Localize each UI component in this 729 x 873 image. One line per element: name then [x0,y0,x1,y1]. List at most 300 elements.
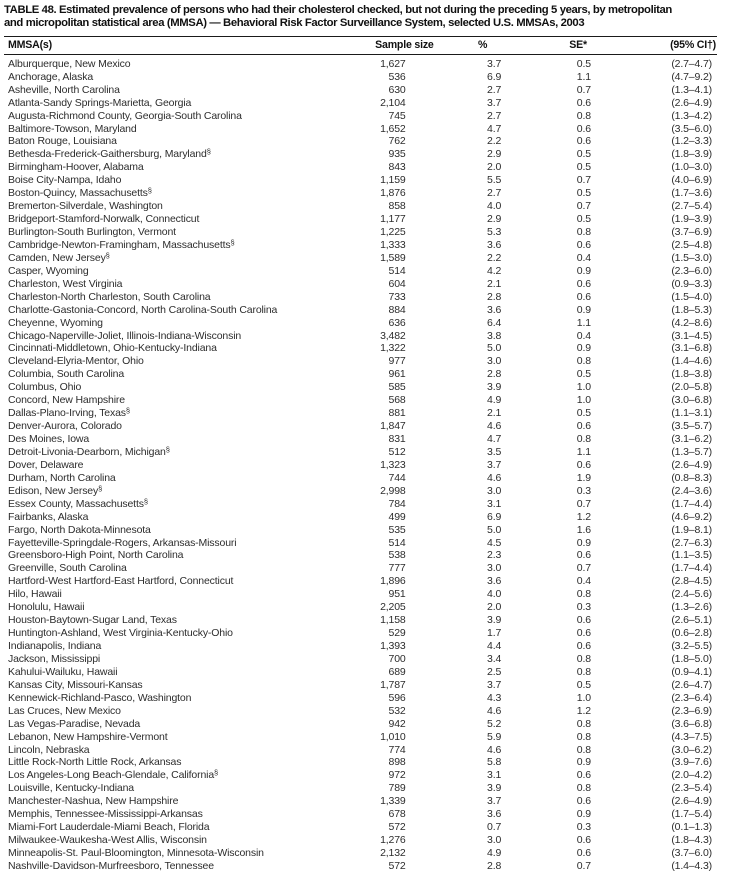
sample-size-cell: 499 [388,510,406,523]
mmsa-name-cell [4,407,343,420]
ci-cell: (1.9–8.1) [671,523,712,536]
mmsa-name-cell [4,756,343,769]
table-row [4,213,717,226]
mmsa-name: Concord, New Hampshire [8,394,125,407]
se-cell: 0.4 [576,251,591,264]
mmsa-name: Manchester-Nashua, New Hampshire [8,795,179,808]
table-row [4,54,717,70]
mmsa-name-cell [4,420,343,433]
percent-cell: 3.6 [487,238,502,251]
table-row [4,304,717,317]
ci-cell: (3.6–6.8) [671,717,712,730]
sample-size-cell: 535 [388,523,406,536]
prevalence-table [4,36,717,873]
percent-cell: 5.0 [487,523,502,536]
ci-cell: (0.1–1.3) [671,821,712,834]
table-row [4,278,717,291]
percent-cell: 4.2 [487,264,502,277]
mmsa-name: Atlanta-Sandy Springs-Marietta, Georgia [8,96,192,109]
sample-size-cell: 532 [388,704,406,717]
percent-cell: 4.0 [487,588,502,601]
table-row [4,330,717,343]
percent-cell: 4.9 [487,847,502,859]
mmsa-name: Anchorage, Alaska [8,70,94,83]
ci-cell: (1.3–5.7) [671,445,712,458]
sample-size-cell: 512 [388,445,406,458]
table-row [4,381,717,394]
se-cell: 0.5 [576,368,591,381]
ci-cell: (1.8–5.3) [671,303,712,316]
mmsa-name-cell [4,705,343,718]
ci-cell: (2.4–5.6) [671,588,712,601]
ci-cell: (2.3–5.4) [671,782,712,795]
se-cell: 0.6 [576,290,591,303]
table-row [4,627,717,640]
mmsa-name-cell [4,718,343,731]
sample-size-cell: 784 [388,497,406,510]
ci-cell: (2.0–5.8) [671,381,712,394]
table-row [4,368,717,381]
table-row [4,834,717,847]
mmsa-name: Charleston, West Virginia [8,277,123,290]
mmsa-name-cell [4,433,343,446]
table-row [4,433,717,446]
mmsa-name-cell [4,653,343,666]
ci-cell: (3.2–5.5) [671,640,712,652]
sample-size-cell: 858 [388,200,406,213]
table-row [4,161,717,174]
mmsa-name: Dallas-Plano-Irving, Texas [8,407,126,420]
sample-size-cell: 514 [388,264,406,277]
se-cell: 0.7 [576,83,591,96]
table-row [4,718,717,731]
sample-size-cell: 977 [388,355,406,368]
table-row [4,355,717,368]
percent-cell: 3.1 [487,497,502,510]
se-cell: 0.7 [576,859,591,872]
sample-size-cell: 572 [388,859,406,872]
sample-size-cell: 1,896 [380,575,406,588]
mmsa-name-cell [4,304,343,317]
percent-cell: 6.9 [487,510,502,523]
table-row [4,653,717,666]
percent-cell: 2.0 [487,161,502,174]
percent-cell: 3.0 [487,355,502,368]
se-cell: 0.9 [576,756,591,769]
ci-cell: (3.0–6.8) [671,394,712,407]
percent-cell: 2.1 [487,277,502,290]
se-cell: 0.7 [576,174,591,187]
mmsa-name: Lincoln, Nebraska [8,743,90,756]
se-cell: 1.1 [576,316,591,329]
page-title [4,4,727,31]
mmsa-name-cell [4,110,343,123]
mmsa-name: Columbus, Ohio [8,381,82,394]
mmsa-name-cell [4,498,343,511]
mmsa-name: Greenville, South Carolina [8,562,127,575]
ci-cell: (1.3–4.2) [671,109,712,122]
sample-size-cell: 942 [388,717,406,730]
mmsa-name-cell [4,575,343,588]
mmsa-name-cell [4,795,343,808]
percent-cell: 3.8 [487,329,502,342]
col-header-se: SE* [503,36,594,54]
percent-cell: 0.7 [487,821,502,834]
se-cell: 0.5 [576,148,591,161]
table-row [4,71,717,84]
mmsa-name: Houston-Baytown-Sugar Land, Texas [8,614,177,627]
table-row [4,795,717,808]
se-cell: 1.2 [576,510,591,523]
percent-cell: 5.9 [487,730,502,743]
se-cell: 0.6 [576,847,591,859]
se-cell: 0.6 [576,834,591,847]
mmsa-name: Asheville, North Carolina [8,83,120,96]
sample-size-cell: 898 [388,756,406,769]
mmsa-name: Greensboro-High Point, North Carolina [8,549,184,562]
mmsa-name: Minneapolis-St. Paul-Bloomington, Minnesota-Wisconsin [8,847,264,859]
sample-size-cell: 1,589 [380,251,406,264]
mmsa-name-cell [4,291,343,304]
sample-size-cell: 733 [388,290,406,303]
ci-cell: (2.7–4.7) [671,57,712,70]
se-cell: 1.6 [576,523,591,536]
table-row [4,174,717,187]
percent-cell: 2.8 [487,859,502,872]
percent-cell: 4.0 [487,200,502,213]
mmsa-name-cell [4,549,343,562]
percent-cell: 2.9 [487,148,502,161]
mmsa-name-cell [4,782,343,795]
mmsa-name-cell [4,847,343,860]
mmsa-name-cell [4,834,343,847]
sample-size-cell: 2,132 [380,847,406,859]
ci-cell: (2.7–5.4) [671,200,712,213]
table-row [4,666,717,679]
percent-cell: 4.6 [487,420,502,433]
table-row [4,252,717,265]
mmsa-name-cell [4,54,343,70]
mmsa-name: Chicago-Naperville-Joliet, Illinois-Indiana-Wisconsin [8,329,242,342]
mmsa-name: Huntington-Ashland, West Virginia-Kentucky-Ohio [8,627,233,640]
se-cell: 0.5 [576,213,591,226]
se-cell: 0.8 [576,717,591,730]
ci-cell: (1.1–3.5) [671,549,712,562]
mmsa-name: Memphis, Tennessee-Mississippi-Arkansas [8,808,203,821]
mmsa-name: Fairbanks, Alaska [8,510,89,523]
mmsa-name: Los Angeles-Long Beach-Glendale, California [8,769,215,782]
percent-cell: 3.9 [487,782,502,795]
percent-cell: 4.9 [487,394,502,407]
percent-cell: 2.2 [487,135,502,148]
sample-size-cell: 538 [388,549,406,562]
se-cell: 0.7 [576,562,591,575]
percent-cell: 2.2 [487,251,502,264]
ci-cell: (2.7–6.3) [671,536,712,549]
mmsa-name-cell [4,459,343,472]
sample-size-cell: 604 [388,277,406,290]
table-body [4,54,717,873]
mmsa-name: Lebanon, New Hampshire-Vermont [8,730,168,743]
table-row [4,187,717,200]
percent-cell: 4.3 [487,691,502,704]
percent-cell: 3.6 [487,303,502,316]
table-row [4,459,717,472]
se-cell: 0.6 [576,458,591,471]
se-cell: 0.6 [576,549,591,562]
sample-size-cell: 1,627 [380,57,406,70]
sample-size-cell: 961 [388,368,406,381]
mmsa-name-cell [4,84,343,97]
footnote-marker: § [147,187,152,196]
mmsa-name: Las Cruces, New Mexico [8,704,121,717]
percent-cell: 4.6 [487,704,502,717]
se-cell: 0.4 [576,329,591,342]
ci-cell: (3.7–6.9) [671,226,712,238]
percent-cell: 3.5 [487,445,502,458]
ci-cell: (4.3–7.5) [671,730,712,743]
table-row [4,420,717,433]
mmsa-name-cell [4,317,343,330]
ci-cell: (1.8–3.9) [671,148,712,161]
ci-cell: (4.7–9.2) [671,70,712,83]
se-cell: 0.5 [576,161,591,174]
se-cell: 0.6 [576,420,591,433]
table-row [4,511,717,524]
mmsa-name-cell [4,472,343,485]
mmsa-name: Boise City-Nampa, Idaho [8,174,122,187]
table-row [4,135,717,148]
table-row [4,640,717,653]
se-cell: 1.0 [576,381,591,394]
mmsa-name: Augusta-Richmond County, Georgia-South Carolina [8,109,242,122]
table-row [4,601,717,614]
ci-cell: (2.6–4.9) [671,458,712,471]
sample-size-cell: 689 [388,665,406,678]
table-row [4,84,717,97]
se-cell: 0.3 [576,601,591,614]
ci-cell: (2.6–5.1) [671,614,712,627]
mmsa-name-cell [4,161,343,174]
ci-cell: (0.9–3.3) [671,277,712,290]
sample-size-cell: 1,847 [380,420,406,433]
percent-cell: 2.7 [487,83,502,96]
ci-cell: (2.5–4.8) [671,238,712,251]
se-cell: 0.9 [576,303,591,316]
mmsa-name-cell [4,394,343,407]
percent-cell: 5.0 [487,342,502,355]
se-cell: 0.6 [576,795,591,808]
se-cell: 0.6 [576,614,591,627]
sample-size-cell: 1,652 [380,122,406,135]
percent-cell: 4.7 [487,433,502,445]
footnote-marker: § [206,148,211,157]
mmsa-name: Nashville-Davidson-Murfreesboro, Tennessee [8,859,214,872]
mmsa-name: Baltimore-Towson, Maryland [8,122,137,135]
ci-cell: (1.7–3.6) [671,187,712,200]
percent-cell: 3.0 [487,562,502,575]
percent-cell: 3.7 [487,96,502,109]
table-row [4,485,717,498]
sample-size-cell: 585 [388,381,406,394]
sample-size-cell: 789 [388,782,406,795]
mmsa-name: Fargo, North Dakota-Minnesota [8,523,151,536]
sample-size-cell: 636 [388,316,406,329]
ci-cell: (1.8–3.8) [671,368,712,381]
table-row [4,123,717,136]
se-cell: 0.5 [576,187,591,200]
se-cell: 0.8 [576,730,591,743]
col-header-sample-size: Sample size [343,36,436,54]
table-row [4,821,717,834]
ci-cell: (0.6–2.8) [671,627,712,640]
ci-cell: (0.8–8.3) [671,471,712,484]
se-cell: 0.8 [576,226,591,238]
mmsa-name-cell [4,213,343,226]
sample-size-cell: 596 [388,691,406,704]
sample-size-cell: 831 [388,433,406,445]
mmsa-name-cell [4,808,343,821]
footnote-marker: § [98,484,103,493]
sample-size-cell: 972 [388,769,406,782]
se-cell: 0.5 [576,678,591,691]
mmsa-name-cell [4,200,343,213]
table-row [4,407,717,420]
table-row [4,537,717,550]
page-title-line1: TABLE 48. Estimated prevalence of persons who had their cholesterol checked, but not during the preceding 5 years, by metropolitan [4,4,672,16]
mmsa-name-cell [4,355,343,368]
ci-cell: (3.5–6.0) [671,122,712,135]
mmsa-name-cell [4,265,343,278]
percent-cell: 5.2 [487,717,502,730]
sample-size-cell: 744 [388,471,406,484]
percent-cell: 2.5 [487,665,502,678]
ci-cell: (2.6–4.7) [671,678,712,691]
percent-cell: 5.5 [487,174,502,187]
col-header-mmsa: MMSA(s) [4,36,343,54]
ci-cell: (1.0–3.0) [671,161,712,174]
mmsa-name-cell [4,174,343,187]
mmsa-name: Denver-Aurora, Colorado [8,420,122,433]
mmsa-name-cell [4,381,343,394]
table-row [4,588,717,601]
mmsa-name: Kennewick-Richland-Pasco, Washington [8,691,192,704]
se-cell: 1.0 [576,691,591,704]
se-cell: 0.7 [576,497,591,510]
se-cell: 0.6 [576,640,591,652]
sample-size-cell: 1,276 [380,834,406,847]
se-cell: 0.6 [576,96,591,109]
mmsa-name-cell [4,187,343,200]
mmsa-name: Burlington-South Burlington, Vermont [8,226,176,238]
ci-cell: (2.0–4.2) [671,769,712,782]
percent-cell: 4.6 [487,743,502,756]
mmsa-name: Boston-Quincy, Massachusetts [8,187,148,200]
se-cell: 1.0 [576,394,591,407]
se-cell: 0.8 [576,433,591,445]
table-row [4,808,717,821]
se-cell: 0.8 [576,355,591,368]
table-row [4,200,717,213]
mmsa-name-cell [4,148,343,161]
sample-size-cell: 529 [388,627,406,640]
sample-size-cell: 1,876 [380,187,406,200]
se-cell: 0.4 [576,575,591,588]
col-header-percent: % [436,36,504,54]
mmsa-name-cell [4,97,343,110]
se-cell: 0.6 [576,135,591,148]
sample-size-cell: 2,104 [380,96,406,109]
mmsa-name: Detroit-Livonia-Dearborn, Michigan [8,445,166,458]
mmsa-name: Bethesda-Frederick-Gaithersburg, Maryland [8,148,207,161]
ci-cell: (1.5–4.0) [671,290,712,303]
mmsa-name: Durham, North Carolina [8,471,116,484]
ci-cell: (1.3–2.6) [671,601,712,614]
mmsa-name-cell [4,562,343,575]
footnote-marker: § [214,769,219,778]
mmsa-name: Honolulu, Hawaii [8,601,85,614]
table-row [4,342,717,355]
se-cell: 0.6 [576,277,591,290]
sample-size-cell: 1,159 [380,174,406,187]
table-row [4,705,717,718]
sample-size-cell: 1,323 [380,458,406,471]
footnote-marker: § [143,497,148,506]
mmsa-name: Essex County, Massachusetts [8,497,144,510]
col-header-ci: (95% CI†) [594,36,717,54]
sample-size-cell: 951 [388,588,406,601]
se-cell: 0.5 [576,407,591,420]
footnote-marker: § [230,238,235,247]
se-cell: 0.3 [576,484,591,497]
sample-size-cell: 777 [388,562,406,575]
percent-cell: 4.4 [487,640,502,652]
se-cell: 0.9 [576,264,591,277]
ci-cell: (3.9–7.6) [671,756,712,769]
sample-size-cell: 568 [388,394,406,407]
ci-cell: (1.2–3.3) [671,135,712,148]
sample-size-cell: 1,322 [380,342,406,355]
percent-cell: 2.1 [487,407,502,420]
se-cell: 0.6 [576,627,591,640]
percent-cell: 3.7 [487,458,502,471]
table-row [4,575,717,588]
table-row [4,291,717,304]
percent-cell: 2.7 [487,187,502,200]
mmsa-name-cell [4,769,343,782]
percent-cell: 1.7 [487,627,502,640]
percent-cell: 3.7 [487,678,502,691]
ci-cell: (3.1–4.5) [671,329,712,342]
ci-cell: (2.8–4.5) [671,575,712,588]
se-cell: 0.8 [576,782,591,795]
se-cell: 0.9 [576,536,591,549]
percent-cell: 3.6 [487,575,502,588]
mmsa-name-cell [4,342,343,355]
ci-cell: (2.3–6.0) [671,264,712,277]
percent-cell: 2.8 [487,290,502,303]
table-row [4,744,717,757]
table-row [4,549,717,562]
sample-size-cell: 935 [388,148,406,161]
footnote-marker: § [105,251,110,260]
sample-size-cell: 536 [388,70,406,83]
sample-size-cell: 3,482 [380,329,406,342]
ci-cell: (1.5–3.0) [671,251,712,264]
mmsa-name: Cleveland-Elyria-Mentor, Ohio [8,355,144,368]
table-row [4,110,717,123]
ci-cell: (1.1–3.1) [671,407,712,420]
